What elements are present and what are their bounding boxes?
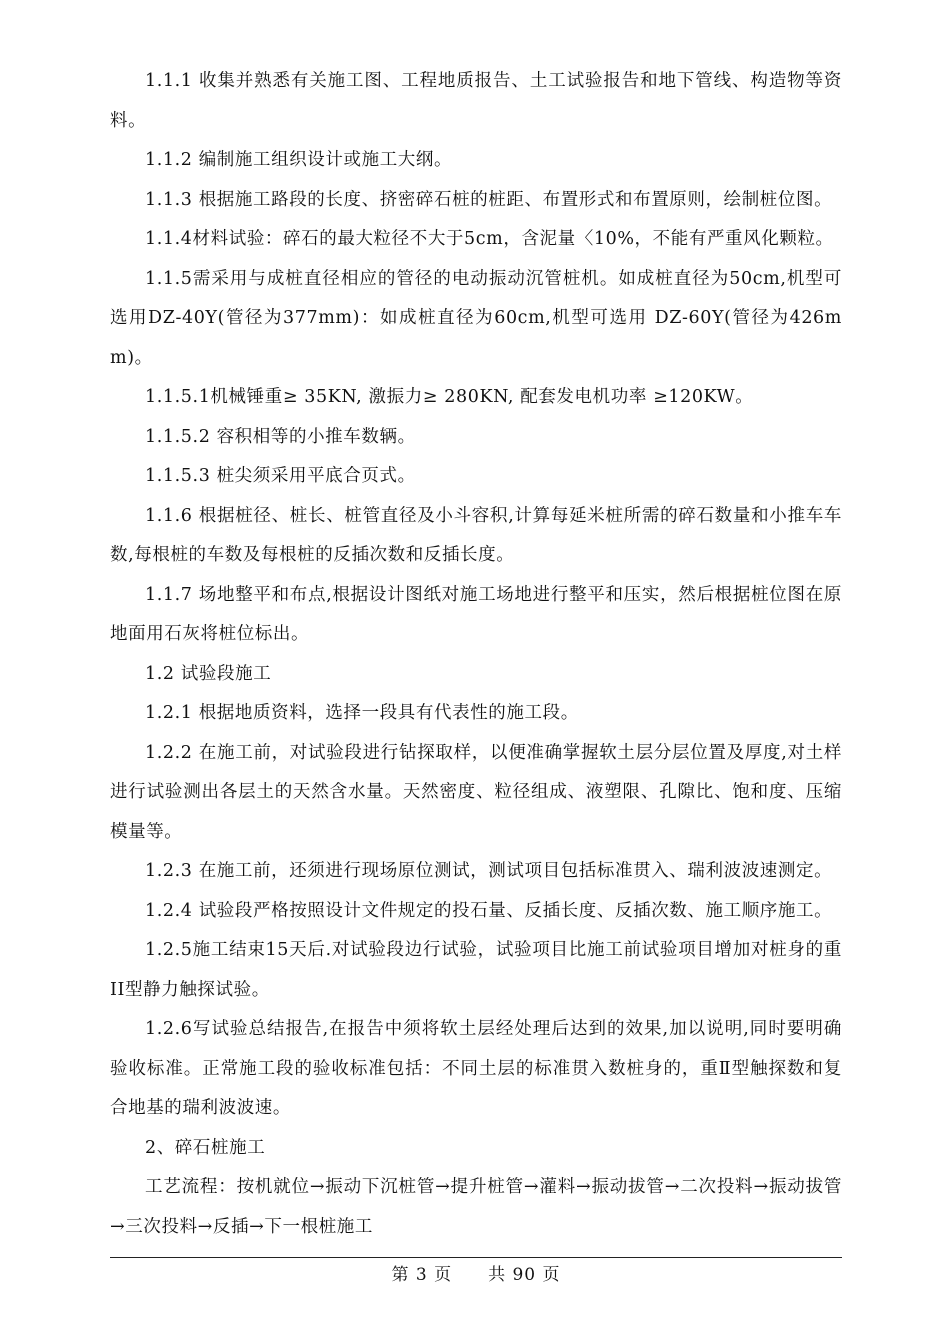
page-footer (110, 1262, 842, 1288)
process-flow-paragraph: 工艺流程：按机就位→振动下沉桩管→提升桩管→灌料→振动拔管→二次投料→振动拔管→三次投料→反插→下一根桩施工 (110, 1177, 842, 1237)
paragraph-1-1-5-1: 1.1.5.1机械锤重≥ 35KN, 激振力≥ 280KN, 配套发电机功率 ≥120KW。 (145, 387, 754, 407)
footer-divider (110, 1257, 842, 1258)
paragraph-1-1-5-3: 1.1.5.3 桩尖须采用平底合页式。 (145, 466, 416, 486)
paragraph-1-1-2: 1.1.2 编制施工组织设计或施工大纲。 (145, 150, 453, 170)
paragraph-1-2-2: 1.2.2 在施工前，对试验段进行钻探取样，以便准确掌握软土层分层位置及厚度,对土样进行试验测出各层土的天然含水量。天然密度、粒径组成、液塑限、孔隙比、饱和度、压缩模量等。 (110, 742, 842, 842)
section-heading-2: 2、碎石桩施工 (145, 1137, 266, 1158)
paragraph-1-1-6: 1.1.6 根据桩径、桩长、桩管直径及小斗容积,计算每延米桩所需的碎石数量和小推车车数,每根桩的车数及每根桩的反插次数和反插长度。 (110, 505, 842, 565)
document-body (110, 62, 842, 1247)
paragraph-1-1-4: 1.1.4材料试验：碎石的最大粒径不大于5cm，含泥量〈10%，不能有严重风化颗粒。 (145, 229, 834, 249)
paragraph-1-2-6: 1.2.6写试验总结报告,在报告中须将软土层经处理后达到的效果,加以说明,同时要明确验收标准。正常施工段的验收标准包括：不同土层的标准贯入数桩身的，重Ⅱ型触探数和复合地基的瑞利波波速。 (110, 1019, 842, 1118)
total-pages-label: 共 90 页 (488, 1265, 561, 1285)
current-page-label: 第 3 页 (391, 1265, 453, 1285)
paragraph-1-2-1: 1.2.1 根据地质资料，选择一段具有代表性的施工段。 (145, 703, 579, 723)
paragraph-1-1-5-2: 1.1.5.2 容积相等的小推车数辆。 (145, 426, 416, 447)
paragraph-1-1-5: 1.1.5需采用与成桩直径相应的管径的电动振动沉管桩机。如成桩直径为50cm,机型可选用DZ-40Y(管径为377mm)：如成桩直径为60cm,机型可选用 DZ-60Y(管径为426mm)。 (110, 268, 842, 368)
paragraph-1-1-3: 1.1.3 根据施工路段的长度、挤密碎石桩的桩距、布置形式和布置原则，绘制桩位图。 (145, 189, 833, 210)
section-heading-1-2: 1.2 试验段施工 (145, 663, 272, 684)
paragraph-1-1-1: 1.1.1 收集并熟悉有关施工图、工程地质报告、土工试验报告和地下管线、构造物等资料。 (110, 71, 842, 131)
paragraph-1-1-7: 1.1.7 场地整平和布点,根据设计图纸对施工场地进行整平和压实，然后根据桩位图在原地面用石灰将桩位标出。 (110, 584, 842, 644)
paragraph-1-2-4: 1.2.4 试验段严格按照设计文件规定的投石量、反插长度、反插次数、施工顺序施工。 (145, 900, 833, 921)
paragraph-1-2-5: 1.2.5施工结束15天后.对试验段边行试验，试验项目比施工前试验项目增加对桩身的重II型静力触探试验。 (110, 940, 842, 1000)
paragraph-1-2-3: 1.2.3 在施工前，还须进行现场原位测试，测试项目包括标准贯入、瑞利波波速测定。 (145, 861, 833, 881)
